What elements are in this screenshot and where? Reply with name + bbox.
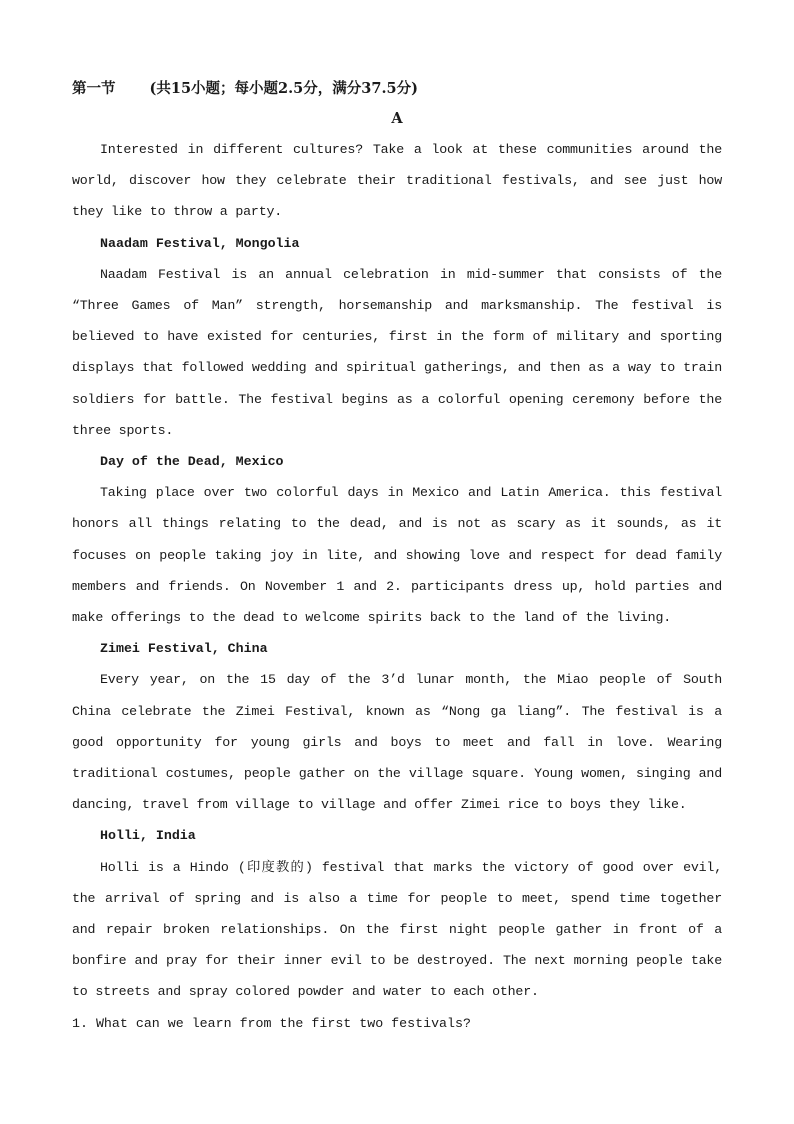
passage-intro: Interested in different cultures? Take a look at these communities around the world, discover how they celebrate their traditional festivals, and see just how they like to throw a party. (72, 142, 722, 220)
passage-letter: A (391, 110, 403, 127)
festival-text-naadam: Naadam Festival is an annual celebration in mid-summer that consists of the “Three Games of Man” strength, horsemanship and marksmanship. The festival is believed to have existed for centuries, first in the form of military and sporting displays that followed wedding and spiritual gatherings, and then as a way to train soldiers for battle. The festival begins as a colorful opening ceremony before the three sports. (72, 266, 722, 438)
question-1: 1. What can we learn from the first two festivals? (72, 1015, 471, 1031)
section-heading (72, 78, 722, 100)
festival-text-day-of-the-dead: Taking place over two colorful days in Mexico and Latin America. this festival honors all things relating to the dead, and is not as scary as it sounds, as it focuses on people taking joy in lite, and showing love and respect for dead family members and friends. On November 1 and 2. participants dress up, hold parties and make offerings to the dead to welcome spirits back to the land of the living. (72, 485, 722, 626)
festival-title-naadam: Naadam Festival, Mongolia (100, 235, 300, 251)
festival-text-zimei: Every year, on the 15 day of the 3’d lunar month, the Miao people of South China celebrate the Zimei Festival, known as “Nong ga liang”. The festival is a good opportunity for young girls and boys to meet and fall in love. Wearing traditional costumes, people gather on the village square. Young women, singing and dancing, travel from village to village and offer Zimei rice to boys they like. (72, 672, 722, 813)
section-label: 第一节 (72, 80, 116, 97)
festival-title-zimei: Zimei Festival, China (100, 641, 268, 657)
festival-title-day-of-the-dead: Day of the Dead, Mexico (100, 454, 284, 470)
festival-title-holli: Holli, India (100, 828, 196, 844)
festival-text-holli: Holli is a Hindo (印度教的) festival that marks the victory of good over evil, the arrival of spring and is also a time for people to meet, spend time together and repair broken relationships. On the first night people gather in front of a bonfire and pray for their inner evil to be destroyed. The next morning people take to streets and spray colored powder and water to each other. (72, 859, 722, 1000)
section-info: (共15小题；每小题2.5分，满分37.5分) (149, 80, 418, 97)
document-page (72, 78, 722, 1039)
